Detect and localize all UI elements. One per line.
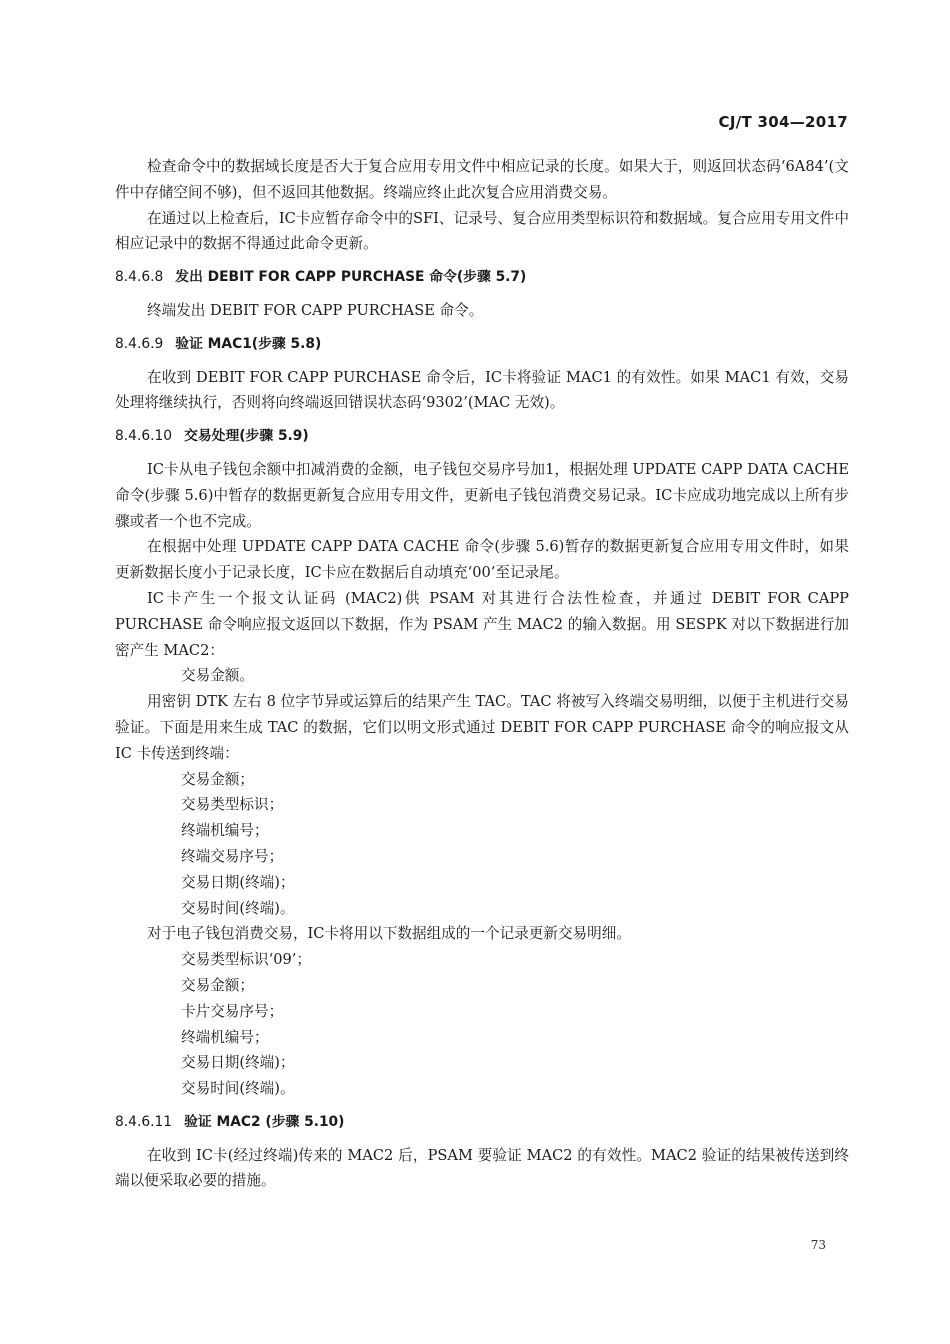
section-heading xyxy=(115,1110,849,1136)
list-item: 交易金额； xyxy=(181,976,254,994)
section-heading xyxy=(115,332,849,358)
section-number: 8.4.6.10 xyxy=(115,428,173,445)
list-item: 交易类型标识； xyxy=(181,796,284,814)
list-item: 终端机编号； xyxy=(181,822,269,840)
list-item: 交易日期(终端)； xyxy=(181,873,295,891)
paragraph: 终端发出 DEBIT FOR CAPP PURCHASE 命令。 xyxy=(147,301,484,319)
section-number: 8.4.6.8 xyxy=(115,269,164,286)
list-item: 终端机编号； xyxy=(181,1028,269,1046)
section-heading xyxy=(115,424,849,450)
paragraph: IC卡产生一个报文认证码 (MAC2)供 PSAM 对其进行合法性检查，并通过 DEBIT FOR CAPP PURCHASE 命令响应报文返回以下数据，作为 PSAM 产生 MAC2 的输入数据。用 SESPK 对以下数据进行加密产生 MAC2： xyxy=(115,589,849,659)
paragraph: 在收到 DEBIT FOR CAPP PURCHASE 命令后，IC卡将验证 MAC1 的有效性。如果 MAC1 有效，交易处理将继续执行，否则将向终端返回错误状态码‘9302’(MAC 无效)。 xyxy=(115,368,849,412)
section-title: 发出 DEBIT FOR CAPP PURCHASE 命令(步骤 5.7) xyxy=(175,269,527,286)
paragraph: 用密钥 DTK 左右 8 位字节异或运算后的结果产生 TAC。TAC 将被写入终端交易明细，以便于主机进行交易验证。下面是用来生成 TAC 的数据，它们以明文形式通过 DEBIT FOR CAPP PURCHASE 命令的响应报文从 IC 卡传送到终端： xyxy=(115,693,849,762)
paragraph: 检查命令中的数据域长度是否大于复合应用专用文件中相应记录的长度。如果大于，则返回状态码‘6A84’(文件中存储空间不够)，但不返回其他数据。终端应终止此次复合应用消费交易。 xyxy=(115,158,849,201)
list-item: 交易时间(终端)。 xyxy=(181,899,295,917)
page-number: 73 xyxy=(810,1238,826,1252)
list-item: 交易时间(终端)。 xyxy=(181,1080,295,1098)
list-item: 交易金额； xyxy=(181,770,254,788)
paragraph: 在根据中处理 UPDATE CAPP DATA CACHE 命令(步骤 5.6)暂存的数据更新复合应用专用文件时，如果更新数据长度小于记录长度，IC卡应在数据后自动填充‘00’至记录尾。 xyxy=(115,538,849,582)
paragraph: IC卡从电子钱包余额中扣减消费的金额，电子钱包交易序号加1，根据处理 UPDATE CAPP DATA CACHE 命令(步骤 5.6)中暂存的数据更新复合应用专用文件，更新电子钱包消费交易记录。IC卡应成功地完成以上所有步骤或者一个也不完成。 xyxy=(115,460,849,530)
paragraph: 对于电子钱包消费交易，IC卡将用以下数据组成的一个记录更新交易明细。 xyxy=(147,925,631,943)
list-item: 交易金额。 xyxy=(181,667,254,685)
section-number: 8.4.6.11 xyxy=(115,1113,173,1130)
list-item: 交易日期(终端)； xyxy=(181,1054,295,1072)
list-item: 卡片交易序号； xyxy=(181,1002,284,1020)
paragraph: 在收到 IC卡(经过终端)传来的 MAC2 后，PSAM 要验证 MAC2 的有效性。MAC2 验证的结果被传送到终端以便采取必要的措施。 xyxy=(115,1146,849,1190)
list-item: 交易类型标识‘09’； xyxy=(181,951,312,969)
paragraph: 在通过以上检查后，IC卡应暂存命令中的SFI、记录号、复合应用类型标识符和数据域。复合应用专用文件中相应记录中的数据不得通过此命令更新。 xyxy=(115,209,849,253)
section-title: 验证 MAC2 (步骤 5.10) xyxy=(184,1113,345,1130)
section-number: 8.4.6.9 xyxy=(115,335,164,352)
section-title: 交易处理(步骤 5.9) xyxy=(184,428,309,445)
page-body xyxy=(115,154,849,1194)
standard-number: CJ/T 304—2017 xyxy=(718,113,848,131)
section-heading xyxy=(115,265,849,291)
list-item: 终端交易序号； xyxy=(181,847,284,865)
section-title: 验证 MAC1(步骤 5.8) xyxy=(175,335,322,352)
